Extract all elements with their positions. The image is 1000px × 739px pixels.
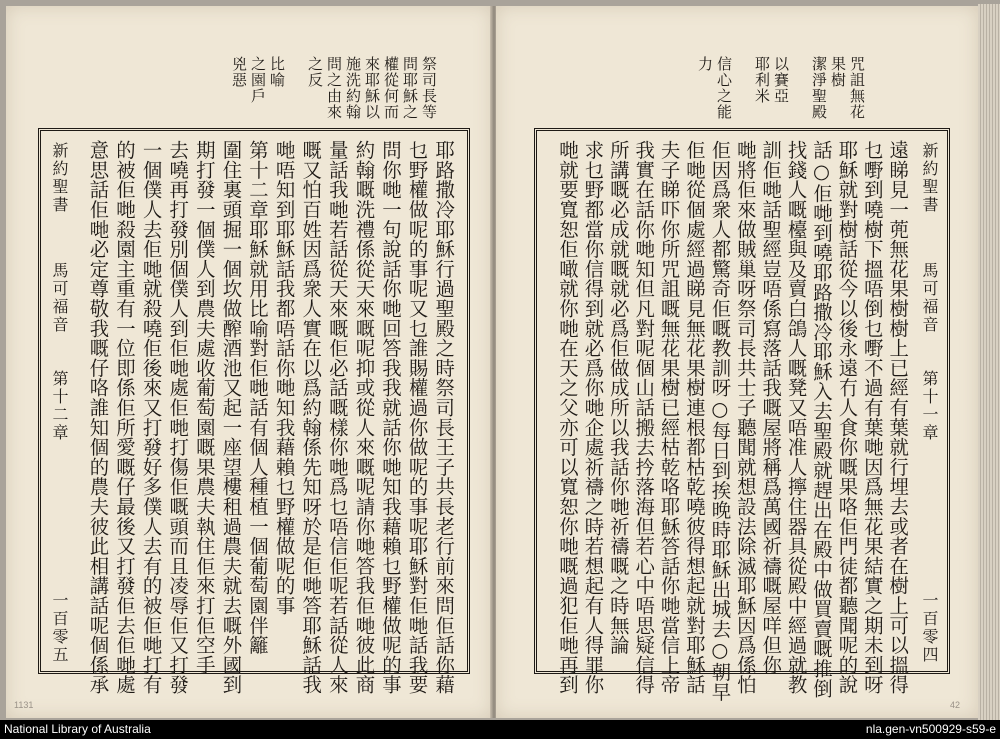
right-page-number: 一百零四 <box>920 592 939 664</box>
page-edges <box>978 4 1000 720</box>
left-text-column: 圍住裏頭掘一個坎做醡酒池又起一座望樓租過農夫就去嘅外國到 <box>219 140 243 695</box>
left-text-column: 問你哋一句說話你哋回答我我就話你哋知我藉賴乜野權做呢的事 <box>379 140 402 695</box>
left-margin-note: 權從何而 <box>382 56 400 120</box>
left-text-column: 量話我哋若話從天來嘅佢必話嘅樣你哋爲乜唔信佢呢若話從人來 <box>325 140 349 695</box>
right-margin-note: 力 <box>696 56 714 72</box>
right-text-column: 佢因爲衆人都驚奇佢嘅教訓呀○每日到挨晚時耶穌出城去○朝早 <box>708 140 732 702</box>
right-margin-note: 耶利米 <box>753 56 771 104</box>
left-running-chapter: 第十二章 <box>50 370 69 442</box>
right-text-column: 哋將佢來做賊巢呀祭司長共士子聽聞就想設法除滅耶穌因爲係怕 <box>733 140 757 695</box>
left-margin-note: 來耶穌以 <box>363 56 381 120</box>
right-text-column: 夫子睇吓你所咒詛嘅無花果樹已經枯乾咯耶穌答話你哋當信上帝 <box>657 140 681 695</box>
left-margin-note: 問耶穌之 <box>401 56 419 120</box>
left-text-column: 意思話佢哋必定尊敬我嘅仔咯誰知個的農夫彼此相講話呢個係承 <box>86 140 110 695</box>
left-margin-note: 施洗約翰 <box>344 56 362 120</box>
left-margin-note: 祭司長等 <box>420 56 438 120</box>
footer-bar <box>0 720 1000 739</box>
footer-library-name: National Library of Australia <box>4 722 151 736</box>
footer-identifier: nla.gen-vn500929-s59-e <box>865 722 996 736</box>
left-text-column: 期打發一個僕人到農夫處收葡萄園嘅果農夫執住佢來打佢空手 <box>192 140 216 675</box>
right-margin-note: 信心之能 <box>715 56 733 120</box>
right-margin-note: 潔淨聖殿 <box>810 56 828 120</box>
right-text-column: 我實在話你哋知但凡對呢個山話搬去扲落海但若心中唔思疑信得 <box>632 140 656 695</box>
left-text-column: 乜野權做呢的事呢又乜誰賜權過你做呢的事呢耶穌對佢哋話我要 <box>405 140 429 695</box>
left-text-column: 耶路撒冷耶穌行過聖殿之時祭司長王子共長老行前來問佢話你藉 <box>432 140 456 695</box>
right-margin-note: 咒詛無花 <box>848 56 866 120</box>
right-text-column: 話○佢哋到嘵耶路撒冷耶穌入去聖殿就趕出在殿中做買賣嘅推倒 <box>810 140 833 698</box>
right-running-title: 新約聖書 <box>920 142 939 214</box>
left-text-column: 一個僕人去佢哋就殺嘵佢後來又打發好多僕人去有的被佢哋打有 <box>139 140 163 695</box>
left-text-column: 去嘵再打發別個僕人到佢哋處佢哋打傷佢嘅頭而且凌辱佢又打發 <box>166 140 190 695</box>
right-text-column: 乜嘢到嘵樹下搵唔倒乜嘢不過有葉哋因爲無花果結實之期未到呀 <box>860 140 884 695</box>
right-margin-note: 以賽亞 <box>772 56 790 104</box>
left-text-column: 嘅又怕百姓因爲衆人實在以爲約翰係先知呀於是佢哋答耶穌話我 <box>299 140 323 695</box>
left-text-column: 哋唔知到耶穌話我都唔話你哋知我藉賴乜野權做呢的事 <box>272 140 296 616</box>
left-pencil-mark: 1131 <box>14 700 34 710</box>
left-text-column: 第十二章耶穌就用比喻對佢哋話有個人種植一個葡萄園伴籬 <box>246 140 269 655</box>
right-text-column: 訓佢哋話聖經豈唔係寫落話我嘅屋將稱爲萬國祈禱嘅屋咩但你 <box>759 140 783 675</box>
left-running-book: 馬可福音 <box>50 262 69 334</box>
right-running-chapter: 第十一章 <box>920 370 939 442</box>
right-text-column: 哋就要寬恕佢噉就你哋在天之父亦可以寬恕你哋嘅過犯佢哋再到 <box>556 140 579 695</box>
right-text-column: 所講嘅必成就嘅就必爲佢做成所以我話你哋祈禱嘅之時無論 <box>606 140 630 655</box>
left-margin-note: 比喻 <box>268 56 286 88</box>
left-text-column: 約翰嘅洗禮係從天來嘅呢抑或從人來嘅呢請你哋答我佢哋彼此商 <box>352 140 376 695</box>
left-margin-note: 之園戶 <box>249 56 267 104</box>
right-margin-note: 果樹 <box>829 56 847 88</box>
right-text-column: 佢哋從個處經過睇見無花果樹連根都枯乾嘵彼得想起就對耶穌話 <box>683 140 706 695</box>
left-page-number: 一百零五 <box>50 592 69 664</box>
left-running-title: 新約聖書 <box>50 142 69 214</box>
right-text-column: 遠睇見一蔸無花果樹樹上已經有葉就行埋去或者在樹上可以搵得 <box>886 140 910 695</box>
left-margin-note: 之反 <box>306 56 324 88</box>
left-margin-note: 問之由來 <box>325 56 343 120</box>
right-text-column: 耶穌就對樹話從今以後永遠冇人食你嘅果咯佢門徒都聽聞呢的說 <box>835 140 859 695</box>
right-text-column: 找錢人嘅檯與及賣白鴿人嘅凳又唔准人擰住器具從殿中經過就教 <box>784 140 808 695</box>
right-text-column: 求乜野都當你信得到就必爲你哋企處祈禱之時若想起有人得罪你 <box>581 140 605 695</box>
left-text-column: 的被佢哋殺園主重有一位即係佢所愛嘅仔最後又打發佢去佢哋處 <box>113 140 136 695</box>
right-pencil-mark: 42 <box>950 700 961 710</box>
right-running-book: 馬可福音 <box>920 262 939 334</box>
left-margin-note: 兇惡 <box>230 56 248 88</box>
